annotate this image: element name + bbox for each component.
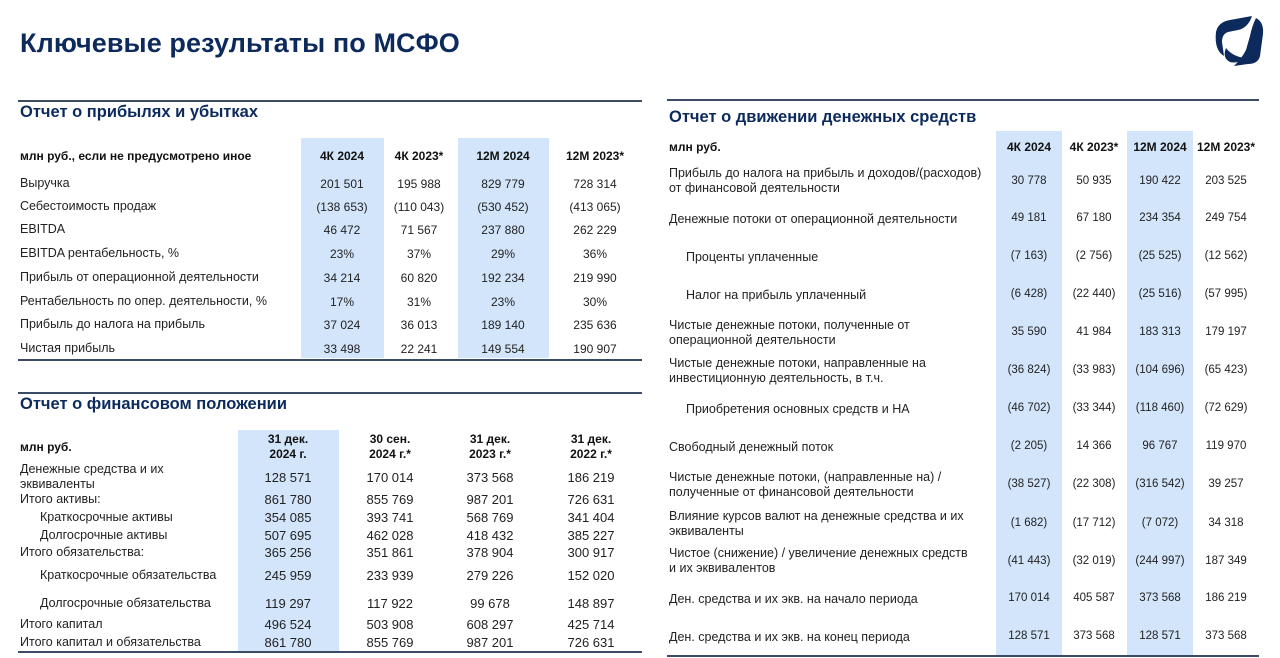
cell-value: 60 820 xyxy=(400,271,438,285)
cell-value: 235 636 xyxy=(573,318,617,332)
column-header xyxy=(442,432,538,462)
column-header-line1: 31 дек. xyxy=(469,432,511,446)
cell-value: (38 527) xyxy=(1007,478,1051,490)
cell-value: 119 970 xyxy=(1205,440,1247,452)
cell-value: 829 779 xyxy=(481,177,525,191)
cell-value: 41 984 xyxy=(1076,326,1112,338)
column-header: 4К 2023* xyxy=(1069,140,1119,154)
row-label: Рентабельность по опер. деятельности, % xyxy=(20,294,267,308)
cell-value: (104 696) xyxy=(1135,364,1185,376)
column-header: 12М 2023* xyxy=(1196,140,1256,154)
row-label: Себестоимость продаж xyxy=(20,199,157,213)
cell-value: 186 219 xyxy=(1205,592,1247,604)
cell-value: (2 205) xyxy=(1010,440,1048,452)
row-label: Чистые денежные потоки, (направленные на) / полученные от финансовой деятельности xyxy=(669,470,942,499)
page-title: Ключевые результаты по МСФО xyxy=(20,28,460,58)
cell-value: (2 756) xyxy=(1075,250,1113,262)
cell-value: 496 524 xyxy=(264,617,312,632)
column-header: 4К 2024 xyxy=(319,149,365,163)
row-label: Итого активы: xyxy=(20,492,101,506)
cell-value: 71 567 xyxy=(400,223,438,237)
row-label: Налог на прибыль уплаченный xyxy=(686,288,867,302)
row-label: EBITDA рентабельность, % xyxy=(20,246,180,260)
cell-value: 119 297 xyxy=(264,596,312,611)
cell-value: (41 443) xyxy=(1007,555,1051,567)
cell-value: (138 653) xyxy=(316,200,368,214)
cell-value: 189 140 xyxy=(481,318,525,332)
table-unit-label: млн руб. xyxy=(20,440,72,454)
row-label: Влияние курсов валют на денежные средства и их эквиваленты xyxy=(669,509,964,538)
highlight-column xyxy=(1127,131,1193,656)
row-label: Итого обязательства: xyxy=(20,545,145,559)
cell-value: 237 880 xyxy=(481,223,525,237)
cell-value: (32 019) xyxy=(1072,555,1116,567)
column-header-line2: 2024 г.* xyxy=(369,447,411,461)
cell-value: 128 571 xyxy=(1008,630,1050,642)
cell-value: 373 568 xyxy=(466,470,514,485)
row-label: Прибыль до налога на прибыль и доходов/(расходов) от финансовой деятельности xyxy=(669,166,982,195)
column-header-line1: 31 дек. xyxy=(570,432,612,446)
column-header-line1: 30 сен. xyxy=(369,432,411,446)
cell-value: (25 516) xyxy=(1138,288,1182,300)
cell-value: 219 990 xyxy=(573,271,617,285)
cell-value: 418 432 xyxy=(466,528,514,543)
cell-value: 23% xyxy=(490,295,516,309)
cell-value: 186 219 xyxy=(567,470,615,485)
cell-value: 190 907 xyxy=(573,342,617,356)
cell-value: 385 227 xyxy=(567,528,615,543)
cell-value: 405 587 xyxy=(1073,592,1115,604)
cell-value: 365 256 xyxy=(264,545,312,560)
cell-value: 49 181 xyxy=(1011,212,1047,224)
cell-value: (33 344) xyxy=(1072,402,1116,414)
cell-value: 279 226 xyxy=(466,568,514,583)
cell-value: (17 712) xyxy=(1072,517,1116,529)
cell-value: 23% xyxy=(329,247,355,261)
row-label: Проценты уплаченные xyxy=(686,250,819,264)
cell-value: 249 754 xyxy=(1205,212,1247,224)
cell-value: (25 525) xyxy=(1138,250,1182,262)
row-label: Денежные потоки от операционной деятельности xyxy=(669,212,958,226)
cell-value: 855 769 xyxy=(366,635,414,650)
row-label: Ден. средства и их экв. на конец периода xyxy=(669,630,910,644)
cell-value: 861 780 xyxy=(264,635,312,650)
cell-value: 14 366 xyxy=(1076,440,1112,452)
cell-value: 462 028 xyxy=(366,528,414,543)
cell-value: (12 562) xyxy=(1204,250,1248,262)
financial-position-title: Отчет о финансовом положении xyxy=(20,395,287,413)
column-header: 4К 2024 xyxy=(1006,140,1052,154)
cell-value: (22 440) xyxy=(1072,288,1116,300)
cell-value: 36 013 xyxy=(400,318,438,332)
cell-value: 987 201 xyxy=(466,492,514,507)
cell-value: 179 197 xyxy=(1205,326,1247,338)
row-label: Прибыль от операционной деятельности xyxy=(20,270,259,284)
cell-value: 608 297 xyxy=(466,617,514,632)
cell-value: 29% xyxy=(490,247,516,261)
cell-value: 300 917 xyxy=(567,545,615,560)
cell-value: (72 629) xyxy=(1204,402,1248,414)
cell-value: 201 501 xyxy=(320,177,364,191)
cell-value: 192 234 xyxy=(481,271,525,285)
cell-value: 203 525 xyxy=(1205,175,1247,187)
cell-value: 425 714 xyxy=(567,617,615,632)
cell-value: 234 354 xyxy=(1139,212,1181,224)
column-header xyxy=(342,432,438,462)
cell-value: 183 313 xyxy=(1139,326,1181,338)
cell-value: 128 571 xyxy=(264,470,312,485)
row-label: Приобретения основных средств и НА xyxy=(686,402,910,416)
row-label: Ден. средства и их экв. на начало периода xyxy=(669,592,918,606)
cell-value: 37% xyxy=(406,247,432,261)
cell-value: 861 780 xyxy=(264,492,312,507)
cell-value: 245 959 xyxy=(264,568,312,583)
cell-value: 36% xyxy=(582,247,608,261)
column-header: 12М 2023* xyxy=(565,149,625,163)
column-header-line2: 2024 г. xyxy=(269,447,307,461)
cell-value: (6 428) xyxy=(1010,288,1048,300)
row-label: Чистая прибыль xyxy=(20,341,115,355)
cell-value: 33 498 xyxy=(323,342,361,356)
cell-value: 67 180 xyxy=(1076,212,1112,224)
cell-value: 30 778 xyxy=(1011,175,1047,187)
cell-value: 170 014 xyxy=(1008,592,1050,604)
column-header-line1: 31 дек. xyxy=(267,432,309,446)
cell-value: 128 571 xyxy=(1139,630,1181,642)
row-label: Чистые денежные потоки, полученные от операционной деятельности xyxy=(669,318,910,347)
column-header: 12М 2024 xyxy=(476,149,530,163)
section-rule xyxy=(18,651,642,653)
cell-value: 46 472 xyxy=(323,223,361,237)
cell-value: 17% xyxy=(329,295,355,309)
cell-value: 393 741 xyxy=(366,510,414,525)
column-header xyxy=(543,432,639,462)
cell-value: (244 997) xyxy=(1135,555,1185,567)
row-label: Чистые денежные потоки, направленные на инвестиционную деятельность, в т.ч. xyxy=(669,356,926,385)
highlight-column xyxy=(996,131,1062,656)
row-label: EBITDA xyxy=(20,222,66,236)
cell-value: 35 590 xyxy=(1011,326,1047,338)
row-label: Долгосрочные активы xyxy=(40,528,168,542)
cell-value: 354 085 xyxy=(264,510,312,525)
section-rule xyxy=(18,392,642,394)
section-rule xyxy=(667,99,1259,101)
cell-value: 351 861 xyxy=(366,545,414,560)
cell-value: 99 678 xyxy=(470,596,510,611)
column-header-line2: 2022 г.* xyxy=(570,447,612,461)
row-label: Чистое (снижение) / увеличение денежных средств и их эквивалентов xyxy=(669,546,968,575)
column-header xyxy=(240,432,336,462)
cell-value: (22 308) xyxy=(1072,478,1116,490)
cell-value: (7 163) xyxy=(1010,250,1048,262)
cell-value: 195 988 xyxy=(397,177,441,191)
cell-value: (316 542) xyxy=(1135,478,1185,490)
row-label: Свободный денежный поток xyxy=(669,440,834,454)
cell-value: 37 024 xyxy=(323,318,361,332)
cell-value: 378 904 xyxy=(466,545,514,560)
cell-value: 149 554 xyxy=(481,342,525,356)
cell-value: (530 452) xyxy=(477,200,529,214)
table-unit-label: млн руб., если не предусмотрено иное xyxy=(20,149,252,163)
cell-value: 50 935 xyxy=(1076,175,1112,187)
cell-value: 22 241 xyxy=(400,342,438,356)
cell-value: (110 043) xyxy=(393,200,445,214)
cell-value: 726 631 xyxy=(567,635,615,650)
cell-value: 148 897 xyxy=(567,596,615,611)
row-label: Выручка xyxy=(20,176,70,190)
cell-value: (413 065) xyxy=(569,200,621,214)
section-rule xyxy=(18,359,642,361)
row-label: Долгосрочные обязательства xyxy=(40,596,211,610)
column-header: 12М 2024 xyxy=(1133,140,1187,154)
cell-value: 341 404 xyxy=(567,510,615,525)
column-header: 4К 2023* xyxy=(394,149,444,163)
cell-value: (57 995) xyxy=(1204,288,1248,300)
cell-value: 30% xyxy=(582,295,608,309)
row-label: Денежные средства и их эквиваленты xyxy=(20,462,164,491)
cell-value: 373 568 xyxy=(1073,630,1115,642)
cell-value: 262 229 xyxy=(573,223,617,237)
row-label: Краткосрочные обязательства xyxy=(40,568,217,582)
row-label: Краткосрочные активы xyxy=(40,510,173,524)
cell-value: 503 908 xyxy=(366,617,414,632)
cell-value: 34 318 xyxy=(1208,517,1244,529)
section-rule xyxy=(18,100,642,102)
cash-flow-title: Отчет о движении денежных средств xyxy=(669,108,977,126)
cell-value: (46 702) xyxy=(1007,402,1051,414)
cell-value: 117 922 xyxy=(366,596,414,611)
cell-value: (33 983) xyxy=(1072,364,1116,376)
cell-value: (1 682) xyxy=(1010,517,1048,529)
income-statement-title: Отчет о прибылях и убытках xyxy=(20,103,259,121)
cell-value: (7 072) xyxy=(1141,517,1179,529)
table-unit-label: млн руб. xyxy=(669,140,721,154)
cell-value: 726 631 xyxy=(567,492,615,507)
row-label: Итого капитал и обязательства xyxy=(20,635,201,649)
cell-value: 568 769 xyxy=(466,510,514,525)
cell-value: 373 568 xyxy=(1205,630,1247,642)
company-logo-icon xyxy=(1208,12,1268,72)
row-label: Прибыль до налога на прибыль xyxy=(20,317,205,331)
cell-value: 987 201 xyxy=(466,635,514,650)
cell-value: (65 423) xyxy=(1204,364,1248,376)
cell-value: 728 314 xyxy=(573,177,617,191)
cell-value: 190 422 xyxy=(1139,175,1181,187)
cell-value: 34 214 xyxy=(323,271,361,285)
cell-value: 187 349 xyxy=(1205,555,1247,567)
cell-value: (118 460) xyxy=(1135,402,1185,414)
cell-value: 152 020 xyxy=(567,568,615,583)
cell-value: 373 568 xyxy=(1139,592,1181,604)
cell-value: 233 939 xyxy=(366,568,414,583)
cell-value: 31% xyxy=(406,295,432,309)
cell-value: 39 257 xyxy=(1208,478,1244,490)
column-header-line2: 2023 г.* xyxy=(469,447,511,461)
cell-value: (36 824) xyxy=(1007,364,1051,376)
section-rule xyxy=(667,655,1259,657)
cell-value: 170 014 xyxy=(366,470,414,485)
row-label: Итого капитал xyxy=(20,617,103,631)
cell-value: 507 695 xyxy=(264,528,312,543)
cell-value: 96 767 xyxy=(1142,440,1178,452)
cell-value: 855 769 xyxy=(366,492,414,507)
